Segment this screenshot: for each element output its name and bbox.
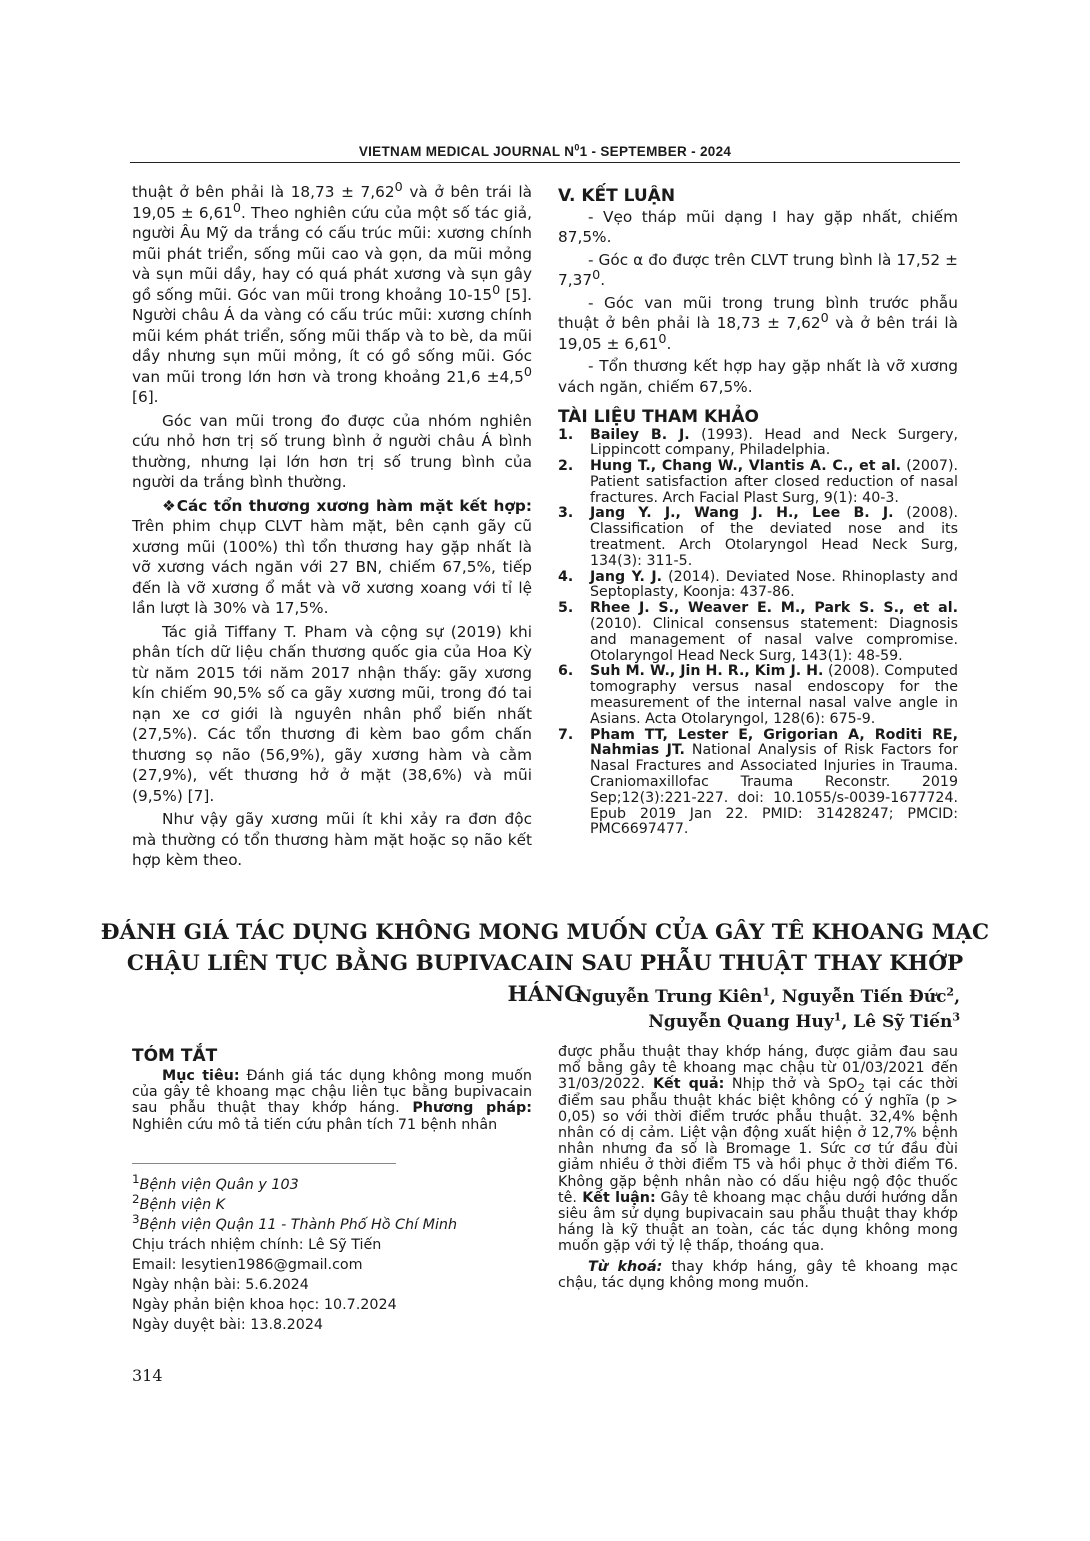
references-list <box>558 428 958 839</box>
reference-item: 5. Rhee J. S., Weaver E. M., Park S. S., et al. (2010). Clinical consensus statement: Diagnosis and management of nasal valve compromise. Otolaryngol Head Neck Surg, 143(1): 48-59. <box>558 600 958 664</box>
summary-heading: TÓM TẮT <box>132 1046 218 1066</box>
abstract-right: được phẫu thuật thay khớp háng, được giảm đau sau mổ bằng gây tê khoang mạc chậu từ 01/03/2021 đến 31/03/2022. Kết quả: Nhịp thở và SpO$_2$ tại các thời điểm sau phẫu thuật khác biệt không có ý nghĩa (p > 0,05) so với thời điểm trước phẫu thuật. 32,4% bệnh nhân có dị cảm. Liệt vận động xuất hiện ở 12,7% bệnh nhân nhưng đa số là Bromage 1. Sức cơ tứ đầu đùi giảm nhiều ở thời điểm T5 và hồi phục ở thời điểm T6. Không gặp bệnh nhân nào có dấu hiệu ngộ độc thuốc tê. Kết luận: Gây tê khoang mạc chậu dưới hướng dẫn siêu âm sử dụng bupivacain sau phẫu thuật thay khớp háng là kỹ thuật an toàn, các tác dụng không mong muốn gặp với tỷ lệ thấp, thoáng qua. Từ khoá: thay khớp háng, gây tê khoang mạc chậu, tác dụng không mong muốn. <box>558 1044 959 1291</box>
journal-issue: 1 - SEPTEMBER - 2024 <box>579 144 732 159</box>
author-list: Nguyễn Trung Kiên$^1$, Nguyễn Tiến Đức$^2$, Nguyễn Quang Huy$^1$, Lê Sỹ Tiến$^3$ <box>576 985 960 1032</box>
objective-label: Mục tiêu: <box>162 1068 240 1084</box>
left-paragraph-5: Như vậy gãy xương mũi ít khi xảy ra đơn độc mà thường có tổn thương hàm mặt hoặc sọ não kết hợp kèm theo. <box>132 810 532 869</box>
author-4: Lê Sỹ Tiến <box>853 1012 953 1032</box>
abstract-left: Mục tiêu: Đánh giá tác dụng không mong muốn của gây tê khoang mạc chậu liên tục bằng bupivacain sau phẫu thuật thay khớp háng. Phương pháp: Nghiên cứu mô tả tiến cứu phân tích 71 bệnh nhân <box>132 1068 532 1133</box>
conclusion-item-1: - Vẹo tháp mũi dạng I hay gặp nhất, chiếm 87,5%. <box>558 207 958 246</box>
journal-header <box>0 144 1090 159</box>
conclusion-item-4: - Tổn thương kết hợp hay gặp nhất là vỡ xương vách ngăn, chiếm 67,5%. <box>558 357 958 396</box>
conclusion-item-2: - Góc α đo được trên CLVT trung bình là $17,52 \pm 7,37^0$. <box>558 250 958 289</box>
left-column <box>132 179 533 871</box>
reference-item: 1. Bailey B. J. (1993). Head and Neck Surgery, Lippincott company, Philadelphia. <box>558 426 958 459</box>
header-rule <box>130 162 960 163</box>
left-paragraph-4: Tác giả Tiffany T. Pham và cộng sự (2019) khi phân tích dữ liệu chấn thương quốc gia của Hoa Kỳ từ năm 2015 tới năm 2017 nhận thấy: gãy xương kín chiếm 90,5% số ca gãy xương mũi, trong đó tai nạn xe cơ giới là nguyên nhân phổ biến nhất (27,5%). Các tổn thương đi kèm bao gồm chấn thương sọ não (56,9%), gãy xương hàm và cằm (27,9%), vết thương hở ở mặt (38,6%) và mũi (9,5%) [7]. <box>132 622 532 805</box>
left-paragraph-2: Góc van mũi trong đo được của nhóm nghiên cứu nhỏ hơn trị số trung bình ở người châu Á bình thường, nhưng lại lớn hơn trị số trung bình của người da trắng bình thường. <box>132 411 532 491</box>
left-paragraph-3: ❖Các tổn thương xương hàm mặt kết hợp: Trên phim chụp CLVT hàm mặt, bên cạnh gãy cũ xương mũi (100%) thì tổn thương hay gặp nhất là vỡ xương vách ngăn với 27 BN, chiếm 67,5%, tiếp đến là vỡ xương ổ mắt và vỡ xương xoang với tỉ lệ lần lượt là 30% và 17,5%. <box>132 496 532 617</box>
reference-item: 4. Jang Y. J. (2014). Deviated Nose. Rhinoplasty and Septoplasty, Koonja: 437-86. <box>558 568 959 601</box>
affiliation-1: Bệnh viện Quân y 103 <box>139 1177 299 1193</box>
journal-number-sup: 0 <box>574 142 580 153</box>
reference-item: 2. Hung T., Chang W., Vlantis A. C., et al. (2007). Patient satisfaction after closed reduction of nasal fractures. Arch Facial Plast Surg, 9(1): 40-3. <box>558 458 958 506</box>
journal-name: VIETNAM MEDICAL JOURNAL N <box>358 144 575 159</box>
subsection-heading: ❖Các tổn thương xương hàm mặt kết hợp: <box>162 496 532 515</box>
reference-item: 3. Jang Y. J., Wang J. H., Lee B. J. (2008). Classification of the deviated nose and its treatment. Arch Otolaryngol Head Neck Surg, 134(3): 311-5. <box>558 505 958 569</box>
keywords-label: Từ khoá: <box>588 1258 663 1275</box>
author-2: Nguyễn Tiến Đức <box>781 987 947 1007</box>
affiliation-3: Bệnh viện Quận 11 - Thành Phố Hồ Chí Minh <box>139 1217 458 1233</box>
conclusion-item-3: - Góc van mũi trong trung bình trước phẫu thuật ở bên phải là $18,73 \pm 7,62^0$ và ở bên trái là $19,05 \pm 6,61^0$. <box>558 293 959 353</box>
reference-item: 6. Suh M. W., Jin H. R., Kim J. H. (2008). Computed tomography versus nasal endoscopy for the measurement of the internal nasal valve angle in Asians. Acta Otolaryngol, 128(6): 675-9. <box>558 663 958 727</box>
author-1: Nguyễn Trung Kiên <box>576 987 763 1007</box>
received-date: Ngày nhận bài: 5.6.2024 <box>132 1277 309 1293</box>
article-title-line-2: CHẬU LIÊN TỤC BẰNG BUPIVACAIN SAU PHẪU THUẬT THAY KHỚP HÁNG <box>126 951 964 1007</box>
references-heading: TÀI LIỆU THAM KHẢO <box>558 407 759 427</box>
corresponding-author: Chịu trách nhiệm chính: Lê Sỹ Tiến <box>132 1237 382 1253</box>
reference-item: 7. Pham TT, Lester E, Grigorian A, Roditi RE, Nahmias JT. National Analysis of Risk Factors for Nasal Fractures and Associated Injuries in Trauma. Craniomaxillofac Trauma Reconstr. 2019 Sep;12(3):221-227. doi: 10.1055/s-0039-1677724. Epub 2019 Jan 22. PMID: 31428247; PMCID: PMC6697477. <box>558 726 958 838</box>
page-number: 314 <box>132 1366 163 1385</box>
author-3: Nguyễn Quang Huy <box>648 1012 834 1032</box>
footnote-rule <box>132 1163 396 1164</box>
conclusion-heading: V. KẾT LUẬN <box>558 186 676 206</box>
email: Email: lesytien1986@gmail.com <box>132 1257 363 1273</box>
right-column <box>558 186 958 838</box>
conclusion-label: Kết luận: <box>576 1189 656 1206</box>
approved-date: Ngày duyệt bài: 13.8.2024 <box>132 1317 324 1333</box>
reviewed-date: Ngày phản biện khoa học: 10.7.2024 <box>132 1297 397 1313</box>
left-paragraph-1: thuật ở bên phải là $18,73 \pm 7,62^0$ và ở bên trái là $19,05 \pm 6,61^0$. Theo nghiên cứu của một số tác giả, người Âu Mỹ da trắng có cấu trúc mũi: xương chính mũi phát triển, sống mũi cao và gọn, da mũi mỏng và sụn mũi dầy, hay có quá phát xương và sụn gây gồ sống mũi. Góc van mũi trong khoảng $10-15^0$ [5]. Người châu Á da vàng có cấu trúc mũi: xương chính mũi kém phát triển, sống mũi thấp và to bè, da mũi dầy nhưng sụn mũi mỏng, ít có gồ sống mũi. Góc van mũi trong lớn hơn và trong khoảng $21,6 \pm 4,5^0$ [6]. <box>132 179 533 406</box>
result-label: Kết quả: <box>644 1076 725 1093</box>
article-title-line-1: ĐÁNH GIÁ TÁC DỤNG KHÔNG MONG MUỐN CỦA GÂY TÊ KHOANG MẠC <box>100 920 990 945</box>
method-label: Phương pháp: <box>399 1100 532 1117</box>
footnotes: $^1$Bệnh viện Quân y 103 $^2$Bệnh viện K $^3$Bệnh viện Quận 11 - Thành Phố Hồ Chí Minh Chịu trách nhiệm chính: Lê Sỹ Tiến Email: lesytien1986@gmail.com Ngày nhận bài: 5.6.2024 Ngày phản biện khoa học: 10.7.2024 Ngày duyệt bài: 13.8.2024 <box>132 1175 532 1335</box>
affiliation-2: Bệnh viện K <box>139 1197 226 1213</box>
